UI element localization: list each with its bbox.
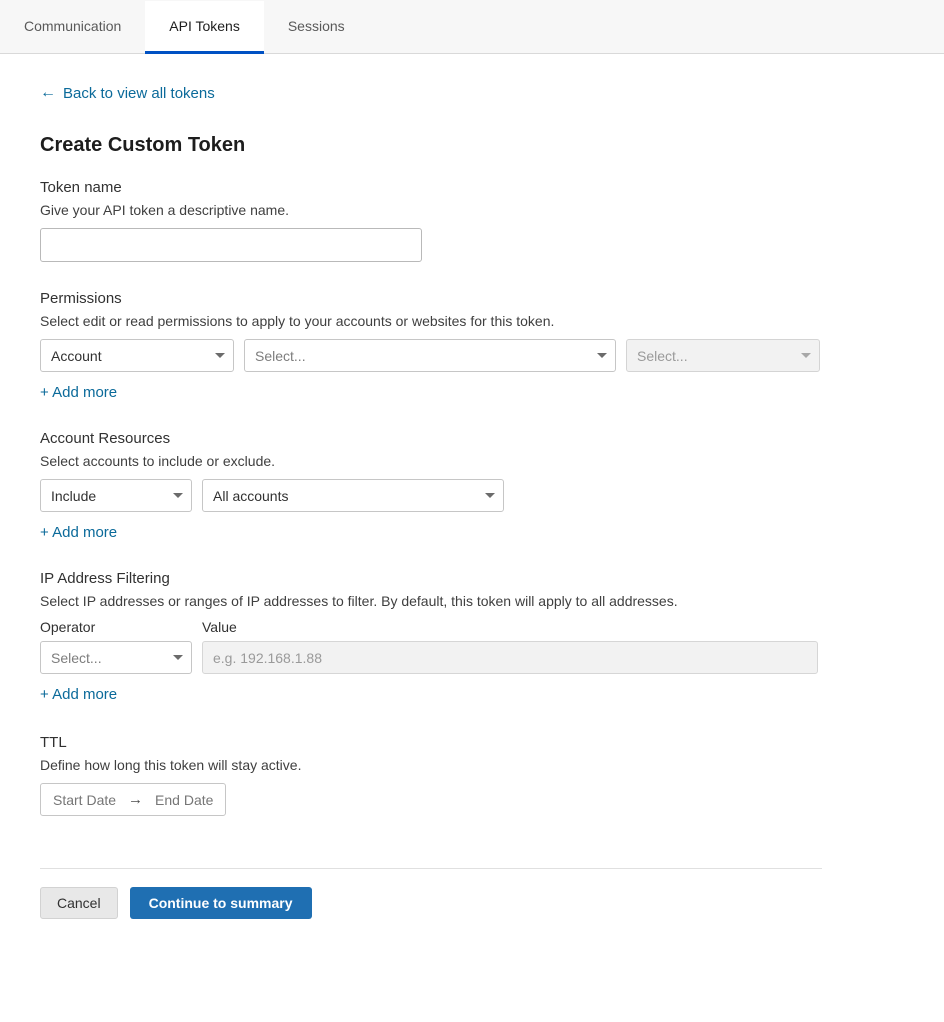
token-name-description: Give your API token a descriptive name. — [40, 202, 290, 218]
page-title: Create Custom Token — [40, 134, 246, 156]
tab-communication[interactable] — [0, 1, 145, 54]
ip-filtering-row — [40, 641, 904, 674]
tab-sessions-label: Sessions — [287, 18, 345, 34]
account-resources-add-more-label: + Add more — [40, 524, 118, 541]
chevron-down-icon — [173, 493, 183, 498]
continue-to-summary-label: Continue to summary — [148, 895, 293, 911]
ip-operator-label: Operator — [40, 619, 96, 635]
section-ttl — [40, 734, 904, 816]
ttl-date-range-picker[interactable] — [40, 783, 226, 816]
account-resources-account-value: All accounts — [213, 487, 289, 504]
account-resources-description: Select accounts to include or exclude. — [40, 453, 276, 469]
back-arrow-icon: ← — [40, 84, 56, 101]
ttl-title: TTL — [40, 734, 67, 751]
footer-actions — [40, 887, 904, 919]
section-account-resources — [40, 430, 904, 542]
account-resources-add-more-link[interactable] — [40, 524, 117, 541]
ip-filtering-add-more-link[interactable] — [40, 686, 117, 703]
permissions-add-more-label: + Add more — [40, 384, 118, 401]
account-resources-mode-select[interactable] — [40, 479, 192, 512]
back-to-all-tokens-link[interactable] — [40, 84, 215, 102]
permissions-add-more-link[interactable] — [40, 384, 117, 401]
section-permissions — [40, 290, 904, 402]
ip-filtering-title: IP Address Filtering — [40, 570, 170, 587]
ip-value-label: Value — [202, 619, 237, 635]
ip-filtering-sublabels — [40, 619, 904, 635]
ip-filtering-description: Select IP addresses or ranges of IP addresses to filter. By default, this token will apply to all addresses. — [40, 593, 678, 609]
tab-api-tokens-label: API Tokens — [169, 18, 240, 34]
permissions-description: Select edit or read permissions to apply to your accounts or websites for this token. — [40, 313, 555, 329]
permissions-title: Permissions — [40, 290, 122, 307]
permission-scope-value: Account — [51, 347, 102, 364]
ip-value-input[interactable] — [202, 641, 818, 674]
tab-bar — [0, 0, 944, 54]
page-content — [0, 54, 944, 919]
ttl-end-date[interactable]: End Date — [155, 791, 214, 808]
account-resources-account-select[interactable] — [202, 479, 504, 512]
arrow-right-icon: → — [128, 791, 144, 808]
account-resources-mode-value: Include — [51, 487, 97, 504]
section-token-name — [40, 179, 904, 262]
tab-sessions[interactable] — [264, 1, 369, 54]
account-resources-row — [40, 479, 904, 512]
permission-level-value: Select... — [637, 347, 688, 364]
ip-operator-select[interactable] — [40, 641, 192, 674]
chevron-down-icon — [485, 493, 495, 498]
section-ip-filtering — [40, 570, 904, 704]
chevron-down-icon — [173, 655, 183, 660]
permissions-row — [40, 339, 904, 372]
tab-api-tokens[interactable] — [145, 1, 264, 54]
continue-to-summary-button[interactable] — [130, 887, 312, 919]
tab-communication-label: Communication — [24, 18, 122, 34]
token-name-title: Token name — [40, 179, 122, 196]
cancel-button-label: Cancel — [57, 895, 101, 911]
ip-operator-value: Select... — [51, 649, 102, 666]
permission-resource-select[interactable] — [244, 339, 616, 372]
cancel-button[interactable] — [40, 887, 118, 919]
permission-resource-value: Select... — [255, 347, 306, 364]
chevron-down-icon — [597, 353, 607, 358]
back-link-label: Back to view all tokens — [63, 84, 215, 102]
footer-divider — [40, 868, 822, 869]
chevron-down-icon — [801, 353, 811, 358]
token-name-input[interactable] — [40, 228, 422, 262]
ttl-description: Define how long this token will stay active. — [40, 757, 302, 773]
ttl-start-date[interactable]: Start Date — [53, 791, 117, 808]
account-resources-title: Account Resources — [40, 430, 171, 447]
ip-filtering-add-more-label: + Add more — [40, 686, 118, 703]
chevron-down-icon — [215, 353, 225, 358]
permission-level-select — [626, 339, 820, 372]
permission-scope-select[interactable] — [40, 339, 234, 372]
